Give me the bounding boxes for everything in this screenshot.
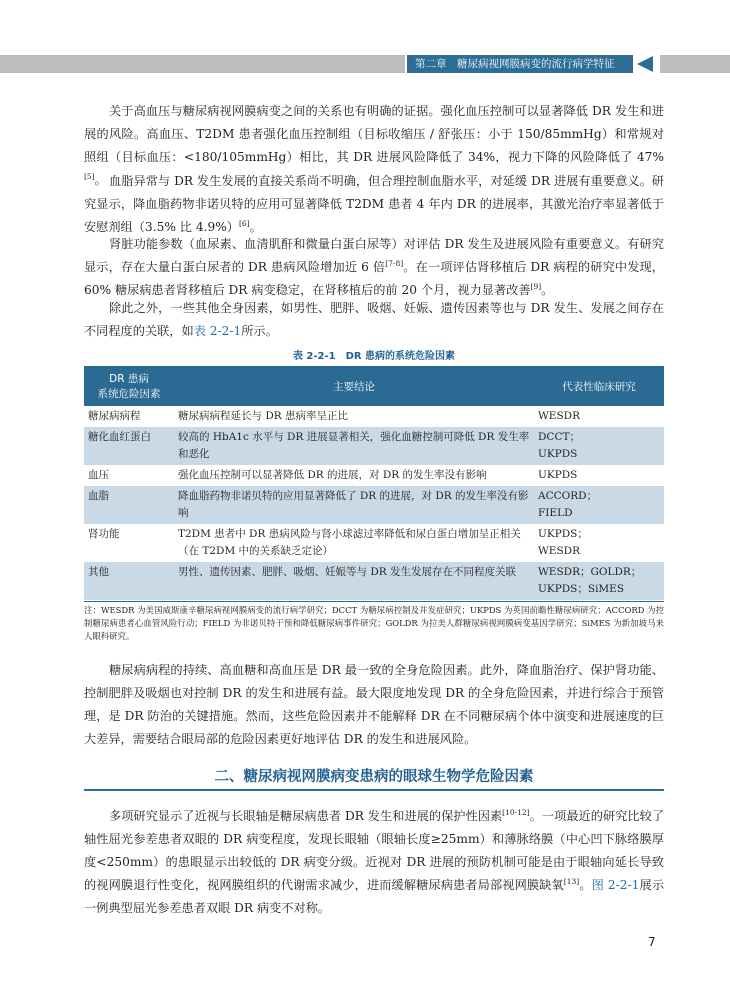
table-row <box>84 465 664 486</box>
figure-reference-link[interactable]: 图 2-2-1 <box>591 878 640 892</box>
table-row <box>84 406 664 427</box>
table-header-cell: 代表性临床研究 <box>534 366 664 406</box>
table-cell: 血压 <box>84 465 174 486</box>
chapter-title: 第二章 糖尿病视网膜病变的流行病学特征 <box>407 55 633 73</box>
table-cell: 其他 <box>84 562 174 600</box>
table-row <box>84 486 664 524</box>
citation: [10-12] <box>502 807 530 817</box>
table-header-cell: DR 患病 系统危险因素 <box>84 366 174 406</box>
table-cell: 糖尿病病程 <box>84 406 174 427</box>
table-cell: 肾功能 <box>84 524 174 562</box>
citation: [7-8] <box>385 258 404 268</box>
table-caption: 表 2-2-1 DR 患病的系统危险因素 <box>292 351 456 362</box>
table-cell: WESDR；GOLDR； UKPDS；SiMES <box>534 562 664 600</box>
paragraph-blood-pressure: 关于高血压与糖尿病视网膜病变之间的关系也有明确的证据。强化血压控制可以显著降低 DR 发生和进展的风险。高血压、T2DM 患者强化血压控制组（目标收缩压 / 舒张压：小于 150/85mmHg）和常规对照组（目标血压：<180/105mmHg）相比，其 DR 进展风险降低了 34%，视力下降的风险降低了 47%[5]。 <box>84 104 664 187</box>
header-gray-band <box>0 55 405 73</box>
table-cell: 血脂 <box>84 486 174 524</box>
citation: [6] <box>239 218 250 228</box>
table-cell: 糖尿病病程延长与 DR 患病率呈正比 <box>174 406 534 427</box>
table-cell: 降血脂药物非诺贝特的应用显著降低了 DR 的进展，对 DR 的发生率没有影响 <box>174 486 534 524</box>
table-reference-link[interactable]: 表 2-2-1 <box>193 324 242 338</box>
table-cell: T2DM 患者中 DR 患病风险与肾小球滤过率降低和尿白蛋白增加呈正相关（在 T2DM 中的关系缺乏定论） <box>174 524 534 562</box>
risk-factor-table <box>84 366 664 600</box>
citation: [5] <box>84 171 95 181</box>
table-cell: UKPDS； WESDR <box>534 524 664 562</box>
section-heading: 二、糖尿病视网膜病变患病的眼球生物学危险因素 <box>214 769 534 785</box>
table-note: 注：WESDR 为美国威斯康辛糖尿病视网膜病变的流行病学研究；DCCT 为糖尿病控制及并发症研究；UKPDS 为英国前瞻性糖尿病研究；ACCORD 为控制糖尿病患者心血管风险行动；FIELD 为非诺贝特干预和降低糖尿病事件研究；GOLDR 为拉美人群糖尿病视网膜病变基因学研究；SiMES 为新加坡马来人眼科研究。 <box>84 605 664 641</box>
table-header-row <box>84 366 664 406</box>
table-cell: UKPDS <box>534 465 664 486</box>
table-row <box>84 524 664 562</box>
page-number: 7 <box>648 935 656 949</box>
paragraph-myopia: 多项研究显示了近视与长眼轴是糖尿病患者 DR 发生和进展的保护性因素[10-12]。一项最近的研究比较了轴性屈光参差患者双眼的 DR 病变程度，发现长眼轴（眼轴长度≥25mm）和薄脉络膜（中心凹下脉络膜厚度<250mm）的患眼显示出较低的 DR 病变分级。近视对 DR 进展的预防机制可能是由于眼轴向延长导致的视网膜退行性变化，视网膜组织的代谢需求减少，进而缓解糖尿病患者局部视网膜缺氧[13]。图 2-2-1展示一例典型屈光参差患者双眼 DR 病变不对称。 <box>84 807 665 915</box>
citation: [9] <box>530 281 542 291</box>
paragraph-kidney-function: 肾脏功能参数（血尿素、血清肌酐和微量白蛋白尿等）对评估 DR 发生及进展风险有重要意义。有研究显示，存在大量白蛋白尿者的 DR 患病风险增加近 6 倍[7-8]。在一项评估肾移植后 DR 病程的研究中发现，60% 糖尿病患者肾移植后 DR 病变稳定，在肾移植后的前 20 个月，视力显著改善[9]。 <box>84 237 664 297</box>
paragraph-other-factors: 除此之外，一些其他全身因素，如男性、肥胖、吸烟、妊娠、遗传因素等也与 DR 发生、发展之间存在不同程度的关联，如表 2-2-1所示。 <box>84 301 664 338</box>
table-row <box>84 562 664 600</box>
table-cell: DCCT； UKPDS <box>534 427 664 465</box>
paragraph-summary: 糖尿病病程的持续、高血糖和高血压是 DR 最一致的全身危险因素。此外，降血脂治疗、保护肾功能、控制肥胖及吸烟也对控制 DR 的发生和进展有益。最大限度地发现 DR 的全身危险因素，并进行综合于预管理，是 DR 防治的关键措施。然而，这些危险因素并不能解释 DR 在不同糖尿病个体中演变和进展速度的巨大差异，需要结合眼局部的危险因素更好地评估 DR 的发生和进展风险。 <box>84 663 664 746</box>
table-cell: 糖化血红蛋白 <box>84 427 174 465</box>
table-cell: WESDR <box>534 406 664 427</box>
table-cell: 强化血压控制可以显著降低 DR 的进展，对 DR 的发生率没有影响 <box>174 465 534 486</box>
header-arrow-icon <box>637 56 653 72</box>
paragraph-blood-lipids: 血脂异常与 DR 发生发展的直接关系尚不明确，但合理控制血脂水平，对延缓 DR 进展有重要意义。研究显示，降血脂药物非诺贝特的应用可显著降低 T2DM 患者 4 年内 DR 的进展率，其激光治疗率显著低于安慰剂组（3.5% 比 4.9%）[6]。 <box>84 174 664 234</box>
header-gray-tail <box>660 55 730 73</box>
table-cell: 较高的 HbA1c 水平与 DR 进展显著相关，强化血糖控制可降低 DR 发生率和恶化 <box>174 427 534 465</box>
running-header <box>0 55 730 73</box>
table-cell: 男性、遗传因素、肥胖、吸烟、妊娠等与 DR 发生发展存在不同程度关联 <box>174 562 534 600</box>
table-header-cell: 主要结论 <box>174 366 534 406</box>
citation: [13] <box>563 876 580 886</box>
section-heading-rule <box>84 789 664 791</box>
table-bottom-rule <box>84 601 664 602</box>
table-cell: ACCORD； FIELD <box>534 486 664 524</box>
table-row <box>84 427 664 465</box>
